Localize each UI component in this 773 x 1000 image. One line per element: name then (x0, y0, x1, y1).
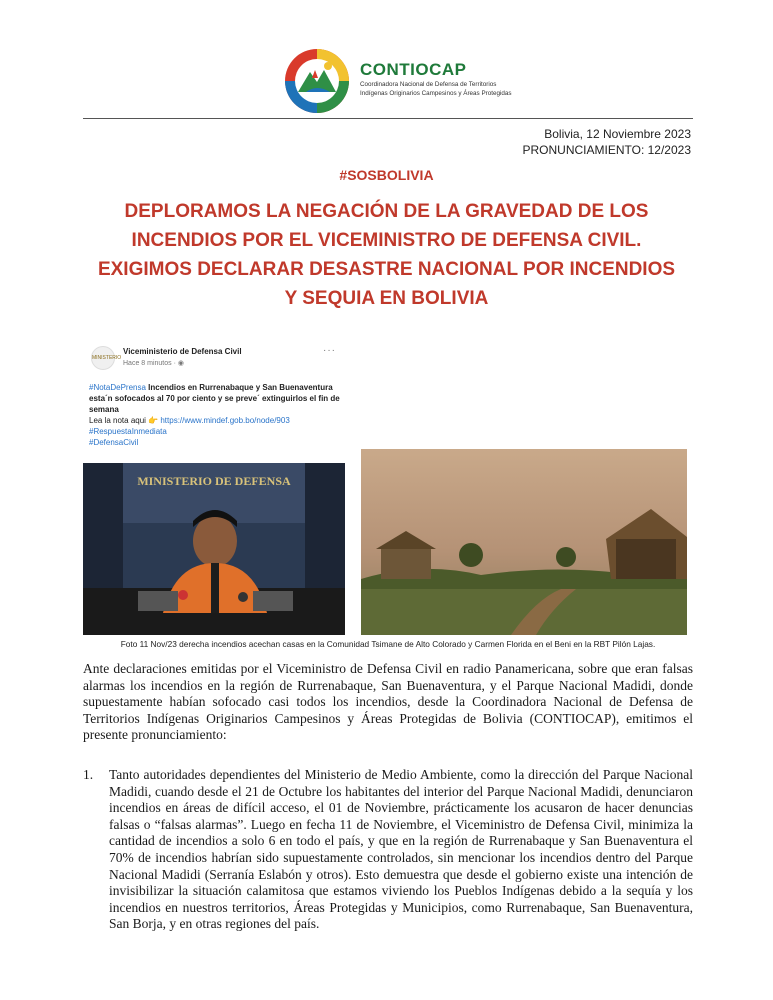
intro-paragraph: Ante declaraciones emitidas por el Viceministro de Defensa Civil en radio Panamericana, sobre que eran falsas alarmas los incendios en la región de Rurrenabaque, San Buenaventura, y el Parque Nacional Madidi, donde supuestamente habían sofocado casi todos los incendios, desde la Coordinadora Nacional de Defensa de Territorios Indígenas Originarios Campesinos y Áreas Protegidas de Bolivia (CONTIOCAP), emitimos el presente pronunciamiento: (83, 661, 693, 743)
headline: DEPLORAMOS LA NEGACIÓN DE LA GRAVEDAD DE LOS INCENDIOS POR EL VICEMINISTRO DE DEFENSA CIVIL. EXIGIMOS DECLARAR DESASTRE NACIONAL POR INCENDIOS Y SEQUIA EN BOLIVIA (97, 201, 676, 309)
header-divider (83, 118, 693, 119)
wildfire-image (361, 449, 687, 635)
brand-subtitle-1: Coordinadora Nacional de Defensa de Territorios (360, 81, 497, 88)
contiocap-logo (284, 48, 350, 114)
hashtag: #SOSBOLIVIA (339, 167, 434, 183)
brand-block (360, 60, 512, 98)
wildfire-photo (361, 449, 687, 635)
social-post-screenshot (83, 338, 348, 458)
post-read-text: Lea la nota aqui 👉 (89, 416, 161, 425)
post-body (89, 382, 344, 448)
press-conference-image (83, 463, 345, 635)
letterhead (0, 40, 773, 120)
photo-caption: Foto 11 Nov/23 derecha incendios acechan casas en la Comunidad Tsimane de Alto Colorado y Carmen Florida en el Beni en la RBT Pilón Lajas. (120, 639, 656, 649)
post-time-text: Hace 8 minutos · (123, 360, 178, 367)
post-author: Viceministerio de Defensa Civil (123, 347, 242, 356)
document-number: PRONUNCIAMIENTO: 12/2023 (522, 143, 691, 157)
post-line-2 (89, 415, 344, 426)
globe-icon: ◉ (177, 360, 184, 367)
post-link: https://www.mindef.gob.bo/node/903 (160, 416, 290, 425)
document-date: Bolivia, 12 Noviembre 2023 (544, 127, 691, 141)
post-headline: Incendios en Rurrenabaque y San Buenaventura esta´n sofocados al 70 por ciento y se preve´ extinguirlos el fin de semana (89, 383, 340, 414)
document-meta (523, 126, 692, 158)
more-icon: ··· (323, 345, 336, 356)
post-avatar: MINISTERIO (91, 346, 115, 370)
post-tag-1: #NotaDePrensa (89, 383, 146, 392)
post-line-1 (89, 382, 344, 415)
post-tag-3: #DefensaCivil (89, 438, 139, 447)
point-text: Tanto autoridades dependientes del Ministerio de Medio Ambiente, como la dirección del Parque Nacional Madidi, cuando desde el 21 de Octubre los habitantes del interior del Parque Nacional Madidi, denunciaron incendios en áreas de difícil acceso, el 01 de Noviembre, prácticamente los acusaron de hacer denuncias falsas o “falsas alarmas”. Luego en fecha 11 de Noviembre, el Viceministro de Defensa Civil, minimiza la cantidad de incendios a solo 6 en todo el país, y que en la región de Rurrenabaque y San Buenaventura el 70% de incendios habrían sido supuestamente controlados, sin mencionar los incendios dentro del Parque Nacional Madidi (Serranía Eslabón y otros). Esto demuestra que desde el gobierno existe una intención de invisibilizar la situación calamitosa que estamos viviendo los Pueblos Indígenas debido a la sequía y los incendios en nuestros territorios, Áreas Protegidas y Municipios, como Rurrenabaque, San Buenaventura, San Borja, y en otras regiones del país. (109, 767, 693, 932)
brand-subtitle-2: Indígenas Originarios Campesinos y Áreas Protegidas (360, 90, 512, 97)
press-conference-photo (83, 463, 345, 635)
wall-sign-text: MINISTERIO DE DEFENSA (137, 474, 291, 488)
point-number: 1. (83, 767, 94, 782)
post-tag-2: #RespuestaInmediata (89, 427, 167, 436)
post-time (123, 359, 184, 367)
brand-name: CONTIOCAP (360, 60, 467, 79)
